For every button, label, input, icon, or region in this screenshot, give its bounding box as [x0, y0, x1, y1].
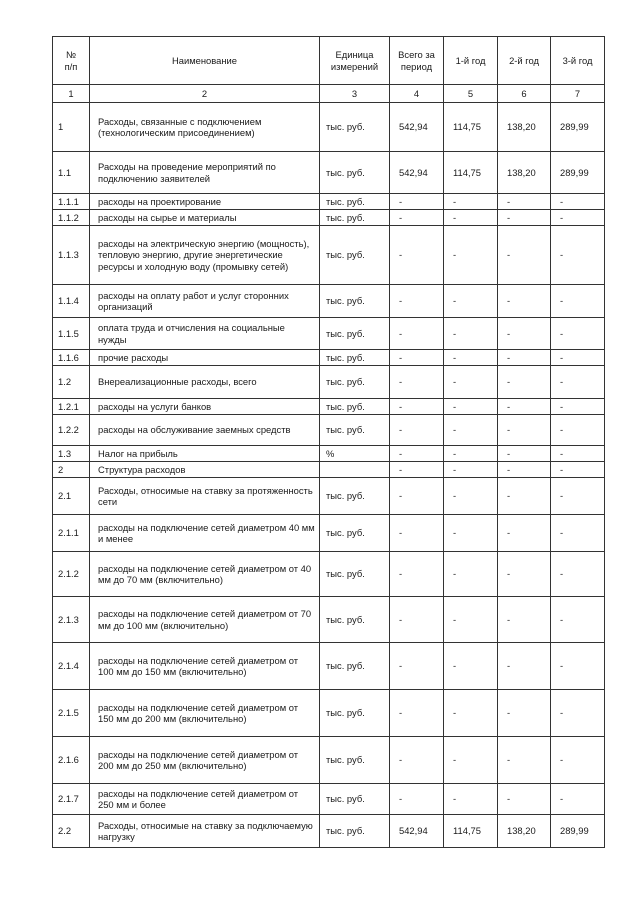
- header-year1-label: 1-й год: [455, 54, 486, 66]
- row-number: 1.1.6: [53, 350, 90, 366]
- row-total: -: [390, 350, 444, 366]
- table-row: [53, 415, 605, 446]
- column-index-row: [53, 85, 605, 103]
- row-year2: -: [498, 415, 551, 446]
- row-name: Структура расходов: [90, 462, 320, 478]
- row-total: -: [390, 690, 444, 737]
- row-year1: 114,75: [444, 152, 498, 194]
- row-year3: -: [551, 415, 605, 446]
- row-year1: -: [444, 597, 498, 643]
- row-number: 1.1.3: [53, 226, 90, 285]
- row-year2: 138,20: [498, 815, 551, 848]
- row-total: 542,94: [390, 103, 444, 152]
- table-row: [53, 446, 605, 462]
- row-name: расходы на подключение сетей диаметром от 40 мм до 70 мм (включительно): [90, 552, 320, 597]
- row-unit: тыс. руб.: [320, 737, 390, 784]
- row-total: -: [390, 643, 444, 690]
- row-number: 1.1.5: [53, 318, 90, 350]
- row-name: оплата труда и отчисления на социальные нужды: [90, 318, 320, 350]
- row-unit: тыс. руб.: [320, 415, 390, 446]
- row-year3: -: [551, 285, 605, 318]
- row-name: Расходы, относимые на ставку за подключаемую нагрузку: [90, 815, 320, 848]
- row-year2: -: [498, 446, 551, 462]
- row-number: 2.1: [53, 478, 90, 515]
- row-total: -: [390, 285, 444, 318]
- row-year3: -: [551, 552, 605, 597]
- row-year1: -: [444, 194, 498, 210]
- row-year3: -: [551, 446, 605, 462]
- row-unit: тыс. руб.: [320, 552, 390, 597]
- row-year2: -: [498, 478, 551, 515]
- row-year1: 114,75: [444, 815, 498, 848]
- column-index: 1: [53, 85, 90, 103]
- row-name: расходы на электрическую энергию (мощность), тепловую энергию, другие энергетические ресурсы и холодную воду (промывку сетей): [90, 226, 320, 285]
- table-row: [53, 643, 605, 690]
- row-year3: 289,99: [551, 815, 605, 848]
- table-row: [53, 210, 605, 226]
- row-year3: -: [551, 784, 605, 815]
- row-total: -: [390, 366, 444, 399]
- row-unit: тыс. руб.: [320, 103, 390, 152]
- row-year2: -: [498, 318, 551, 350]
- row-year3: -: [551, 478, 605, 515]
- row-total: -: [390, 478, 444, 515]
- row-unit: тыс. руб.: [320, 515, 390, 552]
- row-number: 2: [53, 462, 90, 478]
- row-year3: -: [551, 399, 605, 415]
- row-name: расходы на подключение сетей диаметром 40 мм и менее: [90, 515, 320, 552]
- row-total: -: [390, 194, 444, 210]
- row-year2: -: [498, 737, 551, 784]
- table-row: [53, 462, 605, 478]
- row-year2: -: [498, 194, 551, 210]
- table-row: [53, 690, 605, 737]
- row-year3: -: [551, 515, 605, 552]
- table-row: [53, 597, 605, 643]
- row-unit: тыс. руб.: [320, 690, 390, 737]
- row-year2: -: [498, 643, 551, 690]
- column-index: 5: [444, 85, 498, 103]
- row-total: 542,94: [390, 152, 444, 194]
- row-year3: -: [551, 226, 605, 285]
- table-row: [53, 399, 605, 415]
- row-year1: -: [444, 285, 498, 318]
- row-total: -: [390, 399, 444, 415]
- row-unit: тыс. руб.: [320, 643, 390, 690]
- header-year2-label: 2-й год: [509, 54, 539, 66]
- row-total: -: [390, 552, 444, 597]
- row-year2: -: [498, 399, 551, 415]
- expense-table: [52, 36, 605, 848]
- row-unit: тыс. руб.: [320, 285, 390, 318]
- row-name: Налог на прибыль: [90, 446, 320, 462]
- column-index: 7: [551, 85, 605, 103]
- row-year1: -: [444, 515, 498, 552]
- row-name: расходы на подключение сетей диаметром от 100 мм до 150 мм (включительно): [90, 643, 320, 690]
- row-name: Внереализационные расходы, всего: [90, 366, 320, 399]
- header-name: [90, 37, 320, 85]
- row-year3: -: [551, 643, 605, 690]
- table-row: [53, 285, 605, 318]
- row-name: расходы на проектирование: [90, 194, 320, 210]
- row-number: 2.1.5: [53, 690, 90, 737]
- row-number: 1.1.2: [53, 210, 90, 226]
- row-unit: тыс. руб.: [320, 318, 390, 350]
- header-year2: [498, 37, 551, 85]
- table-row: [53, 318, 605, 350]
- row-name: Расходы, относимые на ставку за протяженность сети: [90, 478, 320, 515]
- header-year3-label: 3-й год: [562, 54, 593, 66]
- row-year2: -: [498, 350, 551, 366]
- row-year1: -: [444, 462, 498, 478]
- table-row: [53, 737, 605, 784]
- row-name: расходы на подключение сетей диаметром от 200 мм до 250 мм (включительно): [90, 737, 320, 784]
- row-year1: -: [444, 366, 498, 399]
- row-year1: -: [444, 478, 498, 515]
- row-year1: -: [444, 690, 498, 737]
- row-total: -: [390, 210, 444, 226]
- table-row: [53, 815, 605, 848]
- row-year3: -: [551, 350, 605, 366]
- row-year1: -: [444, 318, 498, 350]
- header-total-label: Всего за период: [398, 49, 435, 72]
- table-row: [53, 103, 605, 152]
- row-name: расходы на оплату работ и услуг сторонних организаций: [90, 285, 320, 318]
- table-row: [53, 552, 605, 597]
- row-unit: тыс. руб.: [320, 366, 390, 399]
- header-num-label: № п/п: [64, 49, 78, 72]
- table-row: [53, 194, 605, 210]
- row-unit: тыс. руб.: [320, 350, 390, 366]
- row-total: 542,94: [390, 815, 444, 848]
- row-year2: -: [498, 515, 551, 552]
- row-year1: -: [444, 552, 498, 597]
- row-year1: -: [444, 784, 498, 815]
- row-year1: -: [444, 350, 498, 366]
- column-index: 3: [320, 85, 390, 103]
- header-unit-label: Единица измерений: [330, 49, 379, 72]
- row-number: 2.1.7: [53, 784, 90, 815]
- row-year1: -: [444, 226, 498, 285]
- row-total: -: [390, 318, 444, 350]
- row-name: расходы на подключение сетей диаметром от 250 мм и более: [90, 784, 320, 815]
- row-number: 1.1: [53, 152, 90, 194]
- row-year2: 138,20: [498, 103, 551, 152]
- table-row: [53, 152, 605, 194]
- row-total: -: [390, 226, 444, 285]
- row-number: 2.2: [53, 815, 90, 848]
- row-number: 1.2.1: [53, 399, 90, 415]
- row-unit: тыс. руб.: [320, 784, 390, 815]
- header-total: [390, 37, 444, 85]
- row-number: 2.1.2: [53, 552, 90, 597]
- row-unit: тыс. руб.: [320, 399, 390, 415]
- row-number: 1.1.1: [53, 194, 90, 210]
- row-year2: -: [498, 285, 551, 318]
- row-name: расходы на сырье и материалы: [90, 210, 320, 226]
- header-year1: [444, 37, 498, 85]
- row-unit: тыс. руб.: [320, 210, 390, 226]
- row-year1: -: [444, 399, 498, 415]
- table-row: [53, 226, 605, 285]
- row-year2: -: [498, 366, 551, 399]
- row-year3: -: [551, 690, 605, 737]
- table-row: [53, 515, 605, 552]
- row-number: 1.3: [53, 446, 90, 462]
- row-number: 2.1.6: [53, 737, 90, 784]
- row-number: 1.2.2: [53, 415, 90, 446]
- row-year2: -: [498, 210, 551, 226]
- row-name: расходы на обслуживание заемных средств: [90, 415, 320, 446]
- header-name-label: Наименование: [172, 54, 237, 66]
- column-index: 6: [498, 85, 551, 103]
- row-year3: -: [551, 737, 605, 784]
- row-year1: -: [444, 210, 498, 226]
- header-unit: [320, 37, 390, 85]
- row-name: Расходы, связанные с подключением (технологическим присоединением): [90, 103, 320, 152]
- row-year1: 114,75: [444, 103, 498, 152]
- row-number: 1.2: [53, 366, 90, 399]
- row-year3: -: [551, 210, 605, 226]
- row-year2: -: [498, 784, 551, 815]
- row-total: -: [390, 737, 444, 784]
- row-number: 2.1.1: [53, 515, 90, 552]
- row-year3: -: [551, 318, 605, 350]
- table-row: [53, 350, 605, 366]
- row-year3: 289,99: [551, 103, 605, 152]
- row-year2: -: [498, 462, 551, 478]
- row-year1: -: [444, 643, 498, 690]
- table-row: [53, 784, 605, 815]
- column-index: 2: [90, 85, 320, 103]
- row-total: -: [390, 446, 444, 462]
- row-year3: -: [551, 462, 605, 478]
- row-unit: [320, 462, 390, 478]
- row-year2: 138,20: [498, 152, 551, 194]
- row-total: -: [390, 515, 444, 552]
- row-year1: -: [444, 446, 498, 462]
- row-unit: %: [320, 446, 390, 462]
- row-total: -: [390, 597, 444, 643]
- row-total: -: [390, 462, 444, 478]
- row-name: расходы на подключение сетей диаметром от 70 мм до 100 мм (включительно): [90, 597, 320, 643]
- row-total: -: [390, 415, 444, 446]
- header-row: [53, 37, 605, 85]
- row-total: -: [390, 784, 444, 815]
- row-year1: -: [444, 415, 498, 446]
- header-num: [53, 37, 90, 85]
- table-row: [53, 366, 605, 399]
- row-name: расходы на подключение сетей диаметром от 150 мм до 200 мм (включительно): [90, 690, 320, 737]
- row-year2: -: [498, 226, 551, 285]
- header-year3: [551, 37, 605, 85]
- row-year3: -: [551, 597, 605, 643]
- row-number: 1.1.4: [53, 285, 90, 318]
- row-year3: -: [551, 194, 605, 210]
- row-number: 2.1.3: [53, 597, 90, 643]
- row-unit: тыс. руб.: [320, 478, 390, 515]
- column-index: 4: [390, 85, 444, 103]
- table-row: [53, 478, 605, 515]
- row-number: 2.1.4: [53, 643, 90, 690]
- row-name: Расходы на проведение мероприятий по подключению заявителей: [90, 152, 320, 194]
- row-year2: -: [498, 597, 551, 643]
- row-unit: тыс. руб.: [320, 597, 390, 643]
- row-year1: -: [444, 737, 498, 784]
- row-year3: 289,99: [551, 152, 605, 194]
- row-number: 1: [53, 103, 90, 152]
- row-year3: -: [551, 366, 605, 399]
- row-unit: тыс. руб.: [320, 226, 390, 285]
- row-year2: -: [498, 552, 551, 597]
- row-unit: тыс. руб.: [320, 815, 390, 848]
- row-unit: тыс. руб.: [320, 194, 390, 210]
- row-name: расходы на услуги банков: [90, 399, 320, 415]
- row-year2: -: [498, 690, 551, 737]
- row-name: прочие расходы: [90, 350, 320, 366]
- row-unit: тыс. руб.: [320, 152, 390, 194]
